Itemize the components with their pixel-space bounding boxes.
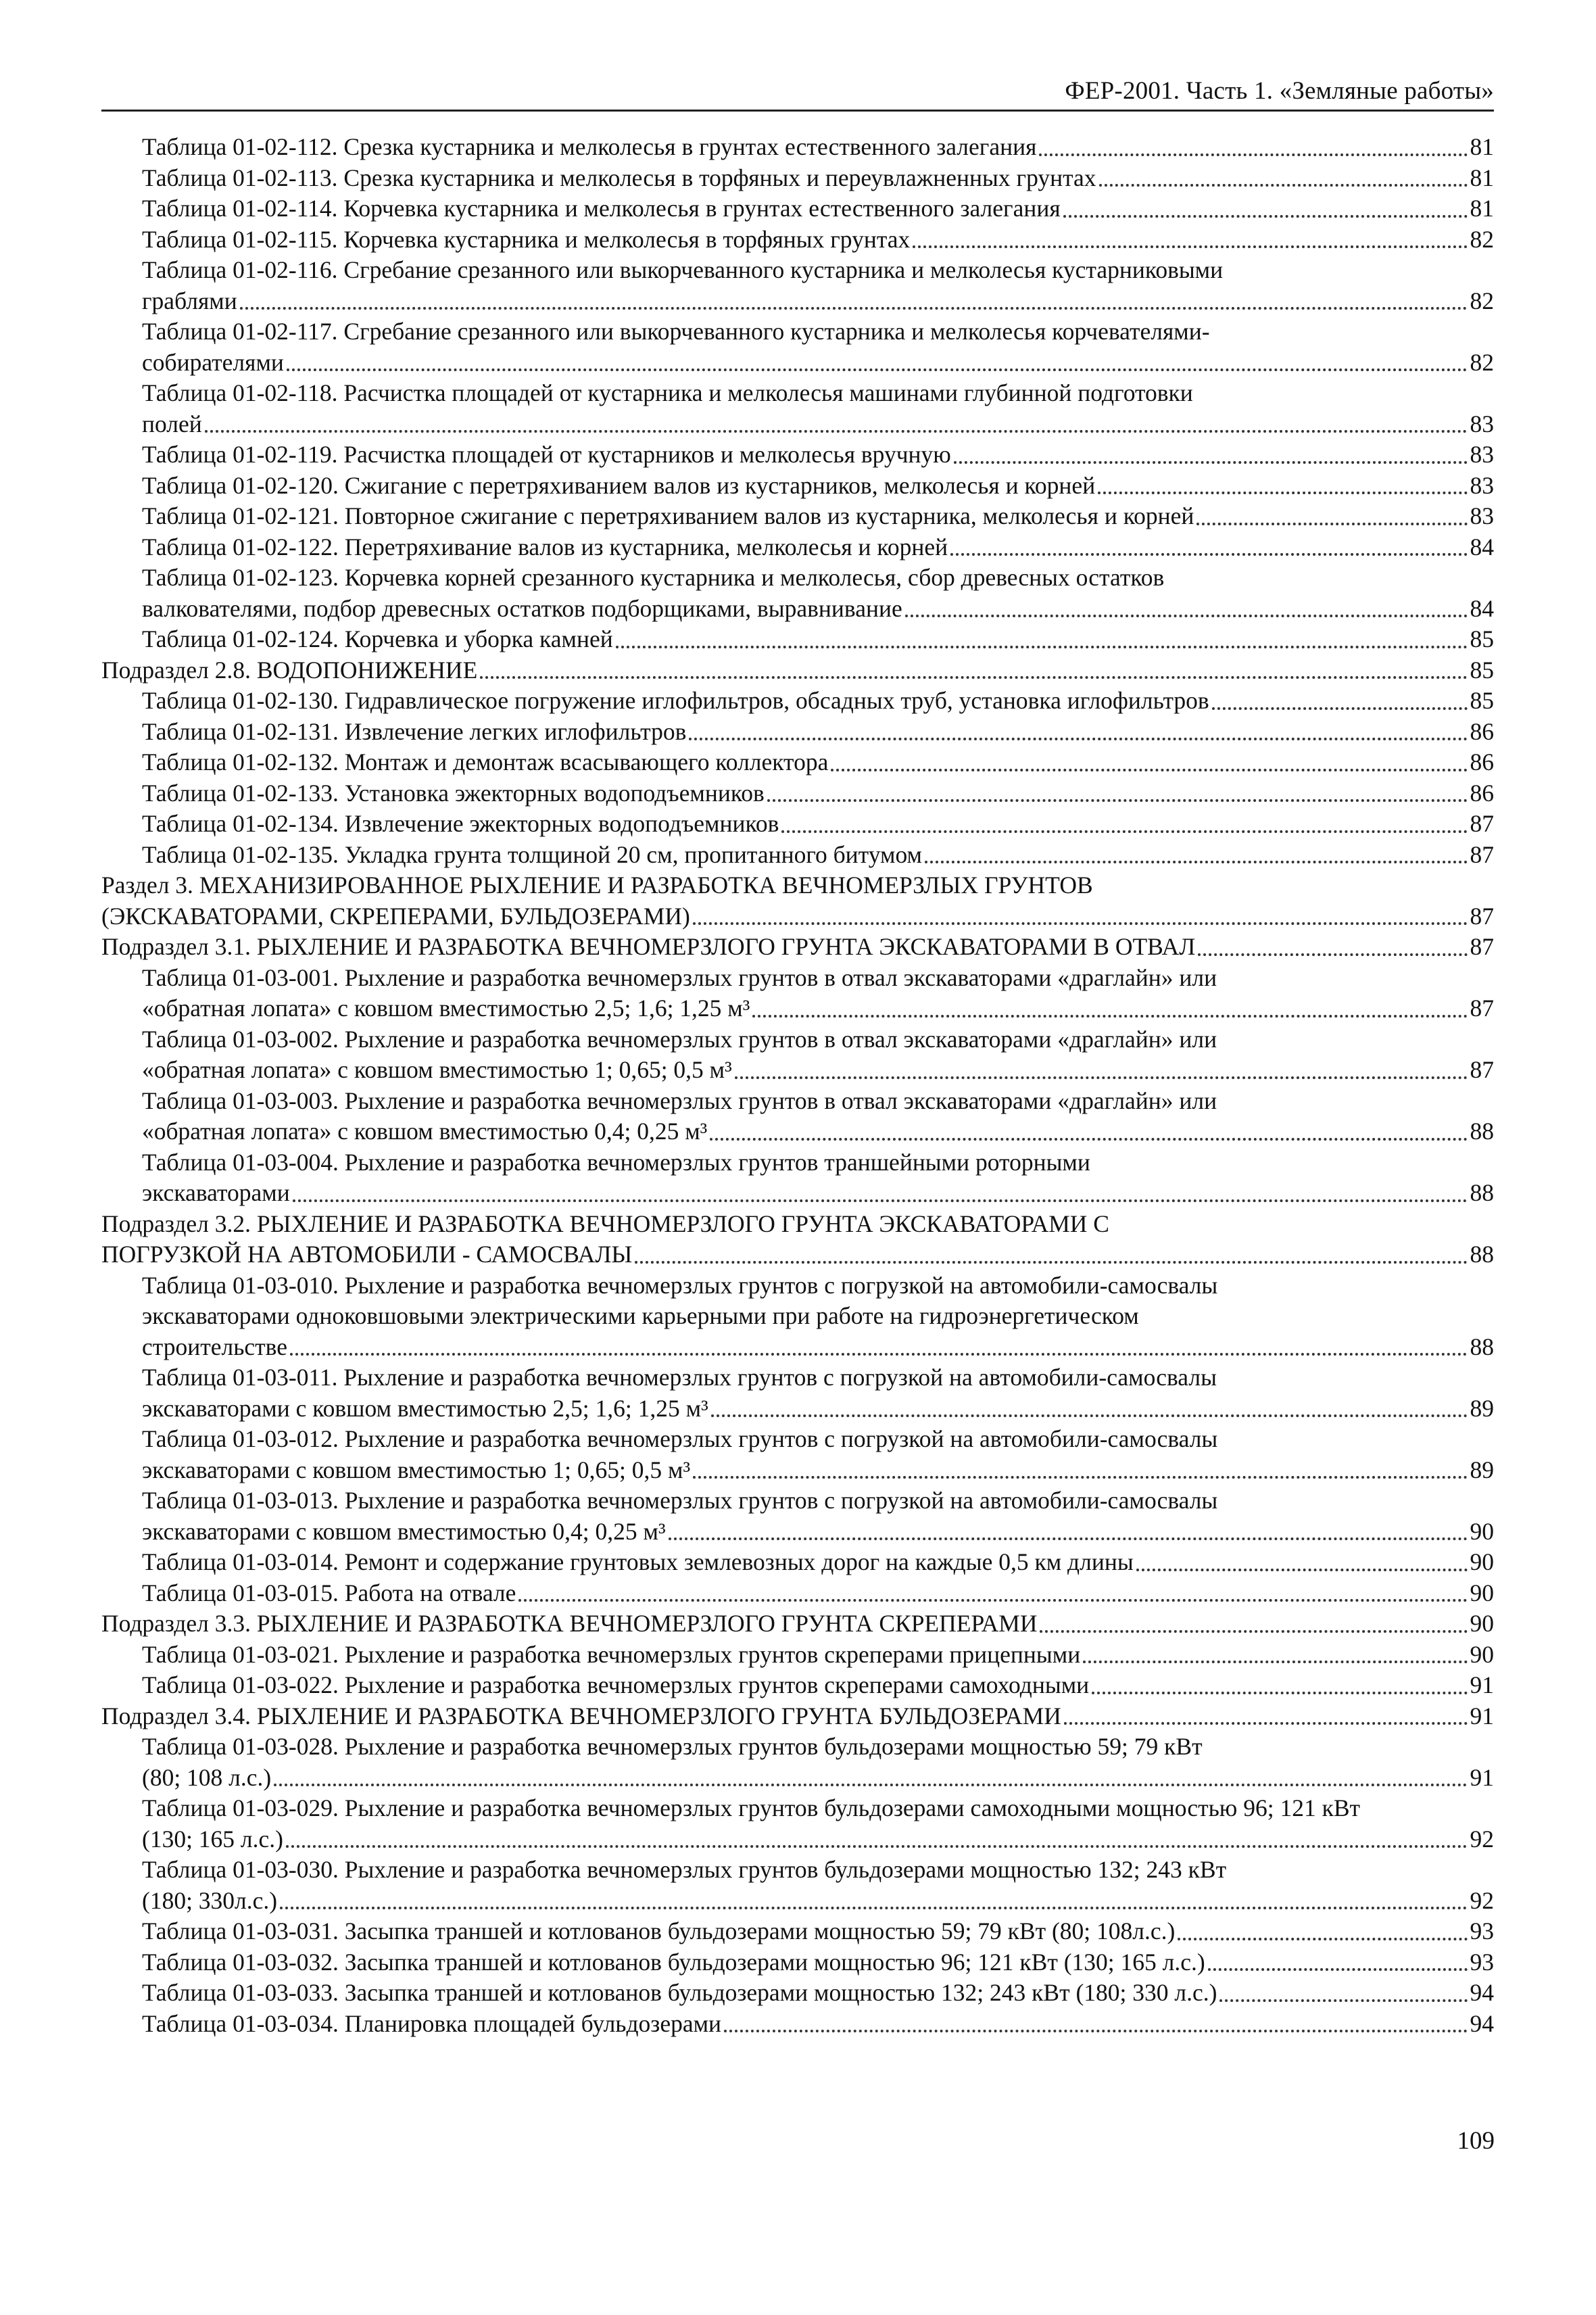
dot-leader [1198,953,1467,956]
toc-entry-text: Таблица 01-02-118. Расчистка площадей от кустарника и мелколесья машинами глубинной подготовки [142,379,1193,406]
toc-entry-text: Таблица 01-03-014. Ремонт и содержание грунтовых землевозных дорог на каждые 0,5 км длины [142,1548,1134,1575]
dot-leader [1219,1999,1467,2002]
toc-entry-text: строительстве [142,1333,287,1360]
toc-entry-text: Таблица 01-03-033. Засыпка траншей и котлованов бульдозерами мощностью 132; 243 кВт (180; 330 л.с.) [142,1979,1217,2006]
toc-entry-text: Таблица 01-03-032. Засыпка траншей и котлованов бульдозерами мощностью 96; 121 кВт (130; 165 л.с.) [142,1948,1205,1976]
toc-page-number: 88 [1470,1179,1494,1206]
toc-page-number: 86 [1470,717,1494,745]
dot-leader [240,307,1468,310]
dot-leader [711,1414,1468,1417]
toc-table-entry[interactable] [101,1947,1494,1978]
toc-page-number: 81 [1470,164,1494,191]
dot-leader [767,799,1468,802]
toc-table-entry[interactable] [101,747,1494,778]
toc-entry-text: валкователями, подбор древесных остатков подборщиками, выравнивание [142,594,902,622]
dot-leader [1064,1722,1468,1725]
toc-entry-text: Таблица 01-02-121. Повторное сжигание с перетряхиванием валов из кустарника, мелколесья и корней [142,502,1194,529]
toc-entry-text: (180; 330л.с.) [142,1886,278,1914]
toc-page-number: 87 [1470,995,1494,1022]
dot-leader [205,430,1468,433]
toc-table-entry[interactable] [101,1024,1494,1086]
toc-table-entry[interactable] [101,1147,1494,1209]
toc-page-number: 88 [1470,1241,1494,1268]
page-number: 109 [1457,2127,1495,2155]
toc-page-number: 87 [1470,1056,1494,1083]
toc-entry-text: Таблица 01-03-002. Рыхление и разработка вечномерзлых грунтов в отвал экскаваторами «драглайн» или [142,1025,1217,1053]
toc-page-number: 85 [1470,625,1494,652]
dot-leader [752,1015,1467,1018]
toc-section-entry[interactable] [101,1701,1494,1732]
toc-entry-text: Таблица 01-03-003. Рыхление и разработка вечномерзлых грунтов в отвал экскаваторами «драглайн» или [142,1087,1217,1114]
toc-entry-text: Таблица 01-02-119. Расчистка площадей от кустарников и мелколесья вручную [142,441,951,468]
dot-leader [925,861,1467,863]
toc-page-number: 86 [1470,748,1494,775]
dot-leader [1136,1569,1468,1571]
toc-page-number: 82 [1470,287,1494,314]
toc-entry-text: «обратная лопата» с ковшом вместимостью 1; 0,65; 0,5 м³ [142,1056,732,1083]
running-header [101,76,1494,112]
dot-leader [287,368,1468,371]
toc-entry-text: «обратная лопата» с ковшом вместимостью 2,5; 1,6; 1,25 м³ [142,995,750,1022]
toc-table-entry[interactable] [101,501,1494,532]
toc-entry-text: Подраздел 3.4. РЫХЛЕНИЕ И РАЗРАБОТКА ВЕЧНОМЕРЗЛОГО ГРУНТА БУЛЬДОЗЕРАМИ [101,1702,1061,1729]
toc-entry-text: экскаваторами с ковшом вместимостью 0,4; 0,25 м³ [142,1517,666,1545]
toc-table-entry[interactable] [101,1578,1494,1609]
toc-table-entry[interactable] [101,316,1494,378]
dot-leader [616,646,1468,648]
toc-section-entry[interactable] [101,655,1494,686]
toc-entry-text: Таблица 01-03-004. Рыхление и разработка вечномерзлых грунтов траншейными роторными [142,1148,1090,1176]
toc-table-entry[interactable] [101,255,1494,316]
toc-entry-text: Таблица 01-03-034. Планировка площадей бульдозерами [142,2009,722,2037]
toc-table-entry[interactable] [101,1732,1494,1793]
toc-table-entry[interactable] [101,963,1494,1024]
toc-entry-text: (ЭКСКАВАТОРАМИ, СКРЕПЕРАМИ, БУЛЬДОЗЕРАМИ) [101,902,690,930]
toc-entry-text: Таблица 01-02-134. Извлечение эжекторных водоподъемников [142,810,779,837]
toc-page-number: 87 [1470,810,1494,837]
toc-table-entry[interactable] [101,378,1494,439]
toc-entry-text: экскаваторами [142,1179,290,1206]
toc-page-number: 93 [1470,1948,1494,1976]
toc-page-number: 88 [1470,1333,1494,1360]
toc-page-number: 90 [1470,1517,1494,1545]
table-of-contents [101,132,1494,2039]
dot-leader [286,1845,1468,1848]
toc-section-entry[interactable] [101,932,1494,963]
toc-page-number: 83 [1470,502,1494,529]
toc-page-number: 85 [1470,687,1494,714]
dot-leader [710,1138,1467,1141]
toc-page-number: 90 [1470,1548,1494,1575]
toc-page-number: 94 [1470,2009,1494,2037]
toc-table-entry[interactable] [101,686,1494,717]
header-title: ФЕР-2001. Часть 1. «Земляные работы» [1065,77,1494,105]
toc-table-entry[interactable] [101,1978,1494,2009]
toc-table-entry[interactable] [101,1270,1494,1363]
toc-entry-text: Таблица 01-02-120. Сжигание с перетряхиванием валов из кустарников, мелколесья и корней [142,471,1096,499]
toc-table-entry[interactable] [101,809,1494,840]
toc-entry-text: экскаваторами одноковшовыми электрическими карьерными при работе на гидроэнергетическом [142,1302,1139,1329]
toc-page-number: 87 [1470,933,1494,960]
toc-table-entry[interactable] [101,840,1494,871]
dot-leader [689,738,1467,740]
toc-table-entry[interactable] [101,1670,1494,1701]
toc-page-number: 90 [1470,1579,1494,1606]
toc-entry-text: Подраздел 3.1. РЫХЛЕНИЕ И РАЗРАБОТКА ВЕЧНОМЕРЗЛОГО ГРУНТА ЭКСКАВАТОРАМИ В ОТВАЛ [101,933,1196,960]
toc-table-entry[interactable] [101,471,1494,502]
toc-entry-text: (80; 108 л.с.) [142,1763,272,1791]
dot-leader [1212,707,1468,710]
toc-table-entry[interactable] [101,132,1494,163]
toc-table-entry[interactable] [101,563,1494,624]
toc-table-entry[interactable] [101,532,1494,563]
toc-entry-text: Таблица 01-03-011. Рыхление и разработка вечномерзлых грунтов с погрузкой на автомобили-самосвалы [142,1364,1217,1391]
toc-page-number: 81 [1470,133,1494,160]
toc-table-entry[interactable] [101,224,1494,256]
toc-section-entry[interactable] [101,870,1494,932]
toc-entry-text: (130; 165 л.с.) [142,1825,283,1853]
toc-entry-text: полей [142,410,202,437]
toc-table-entry[interactable] [101,1547,1494,1578]
toc-entry-text: Таблица 01-03-010. Рыхление и разработка вечномерзлых грунтов с погрузкой на автомобили-самосвалы [142,1271,1218,1299]
toc-entry-text: Подраздел 2.8. ВОДОПОНИЖЕНИЕ [101,656,478,684]
dot-leader [913,245,1467,248]
toc-entry-text: экскаваторами с ковшом вместимостью 1; 0,65; 0,5 м³ [142,1456,691,1483]
dot-leader [274,1784,1467,1786]
toc-entry-text: ПОГРУЗКОЙ НА АВТОМОБИЛИ - САМОСВАЛЫ [101,1241,633,1268]
toc-table-entry[interactable] [101,624,1494,655]
toc-entry-text: Таблица 01-02-135. Укладка грунта толщиной 20 см, пропитанного битумом [142,840,923,868]
dot-leader [518,1599,1467,1602]
dot-leader [950,553,1467,556]
toc-page-number: 94 [1470,1979,1494,2006]
toc-page-number: 87 [1470,902,1494,930]
toc-entry-text: Таблица 01-02-132. Монтаж и демонтаж всасывающего коллектора [142,748,829,775]
toc-section-entry[interactable] [101,1608,1494,1640]
toc-entry-text: Таблица 01-03-029. Рыхление и разработка вечномерзлых грунтов бульдозерами самоходными мощностью 96; 121 кВт [142,1794,1361,1821]
toc-entry-text: Таблица 01-02-114. Корчевка кустарника и мелколесья в грунтах естественного залегания [142,195,1061,222]
dot-leader [669,1537,1468,1540]
dot-leader [1092,1692,1467,1694]
toc-table-entry[interactable] [101,163,1494,194]
toc-page-number: 92 [1470,1825,1494,1853]
dot-leader [1083,1661,1467,1663]
toc-entry-text: Таблица 01-03-013. Рыхление и разработка вечномерзлых грунтов с погрузкой на автомобили-самосвалы [142,1487,1218,1514]
toc-table-entry[interactable] [101,1424,1494,1485]
toc-entry-text: Таблица 01-03-001. Рыхление и разработка вечномерзлых грунтов в отвал экскаваторами «драглайн» или [142,963,1217,991]
toc-table-entry[interactable] [101,1640,1494,1671]
toc-page-number: 83 [1470,441,1494,468]
toc-entry-text: Таблица 01-03-028. Рыхление и разработка вечномерзлых грунтов бульдозерами мощностью 59; 79 кВт [142,1733,1203,1760]
toc-entry-text: собирателями [142,348,284,376]
dot-leader [1178,1938,1467,1940]
dot-leader [724,2030,1467,2032]
toc-entry-text: Таблица 01-03-015. Работа на отвале [142,1579,516,1606]
toc-entry-text: «обратная лопата» с ковшом вместимостью 0,4; 0,25 м³ [142,1118,708,1145]
toc-entry-text: Таблица 01-03-022. Рыхление и разработка вечномерзлых грунтов скреперами самоходными [142,1671,1090,1698]
toc-page-number: 84 [1470,594,1494,622]
toc-table-entry[interactable] [101,439,1494,471]
toc-page-number: 90 [1470,1610,1494,1637]
toc-entry-text: Таблица 01-02-115. Корчевка кустарника и мелколесья в торфяных грунтах [142,225,911,253]
toc-entry-text: экскаваторами с ковшом вместимостью 2,5; 1,6; 1,25 м³ [142,1394,708,1422]
dot-leader [1098,492,1467,494]
toc-entry-text: Таблица 01-02-122. Перетряхивание валов из кустарника, мелколесья и корней [142,533,948,560]
dot-leader [1040,1630,1467,1633]
toc-table-entry[interactable] [101,717,1494,748]
toc-entry-text: Таблица 01-02-117. Сгребание срезанного или выкорчеванного кустарника и мелколесья корчевателями- [142,318,1210,345]
toc-table-entry[interactable] [101,778,1494,809]
dot-leader [954,461,1468,464]
toc-page-number: 91 [1470,1671,1494,1698]
toc-page-number: 81 [1470,195,1494,222]
toc-page-number: 91 [1470,1763,1494,1791]
dot-leader [905,615,1468,617]
toc-page-number: 82 [1470,225,1494,253]
toc-entry-text: Подраздел 3.2. РЫХЛЕНИЕ И РАЗРАБОТКА ВЕЧНОМЕРЗЛОГО ГРУНТА ЭКСКАВАТОРАМИ С [101,1210,1109,1237]
toc-entry-text: Таблица 01-03-012. Рыхление и разработка вечномерзлых грунтов с погрузкой на автомобили-самосвалы [142,1425,1218,1452]
toc-page-number: 88 [1470,1118,1494,1145]
toc-entry-text: Таблица 01-02-133. Установка эжекторных водоподъемников [142,779,765,807]
toc-page-number: 87 [1470,840,1494,868]
toc-entry-text: Таблица 01-02-116. Сгребание срезанного или выкорчеванного кустарника и мелколесья кустарниковыми [142,256,1224,283]
toc-table-entry[interactable] [101,1362,1494,1424]
toc-entry-text: граблями [142,287,237,314]
dot-leader [480,676,1467,679]
toc-entry-text: Таблица 01-02-123. Корчевка корней срезанного кустарника и мелколесья, сбор древесных остатков [142,564,1165,591]
toc-page-number: 89 [1470,1394,1494,1422]
dot-leader [635,1261,1467,1264]
toc-table-entry[interactable] [101,1793,1494,1855]
dot-leader [831,769,1467,771]
toc-table-entry[interactable] [101,2009,1494,2040]
dot-leader [1099,184,1468,187]
toc-entry-text: Таблица 01-02-112. Срезка кустарника и мелколесья в грунтах естественного залегания [142,133,1037,160]
dot-leader [735,1076,1468,1079]
dot-leader [293,1199,1468,1202]
toc-entry-text: Таблица 01-02-124. Корчевка и уборка камней [142,625,613,652]
toc-section-entry[interactable] [101,1209,1494,1270]
toc-entry-text: Таблица 01-03-021. Рыхление и разработка вечномерзлых грунтов скреперами прицепными [142,1640,1081,1668]
toc-table-entry[interactable] [101,1916,1494,1947]
toc-entry-text: Таблица 01-03-031. Засыпка траншей и котлованов бульдозерами мощностью 59; 79 кВт (80; 108л.с.) [142,1917,1176,1944]
toc-table-entry[interactable] [101,1855,1494,1916]
toc-entry-text: Таблица 01-02-131. Извлечение легких иглофильтров [142,717,687,745]
toc-entry-text: Таблица 01-02-113. Срезка кустарника и мелколесья в торфяных и переувлажненных грунтах [142,164,1096,191]
dot-leader [1196,523,1467,525]
toc-page-number: 83 [1470,410,1494,437]
dot-leader [290,1353,1468,1356]
dot-leader [693,922,1468,925]
toc-table-entry[interactable] [101,1086,1494,1147]
toc-page-number: 83 [1470,471,1494,499]
toc-page-number: 91 [1470,1702,1494,1729]
toc-page-number: 93 [1470,1917,1494,1944]
toc-entry-text: Подраздел 3.3. РЫХЛЕНИЕ И РАЗРАБОТКА ВЕЧНОМЕРЗЛОГО ГРУНТА СКРЕПЕРАМИ [101,1610,1038,1637]
toc-table-entry[interactable] [101,1485,1494,1547]
toc-page-number: 85 [1470,656,1494,684]
toc-page-number: 84 [1470,533,1494,560]
toc-entry-text: Таблица 01-02-130. Гидравлическое погружение иглофильтров, обсадных труб, установка иглофильтров [142,687,1209,714]
dot-leader [1208,1968,1468,1971]
toc-page-number: 82 [1470,348,1494,376]
toc-page-number: 89 [1470,1456,1494,1483]
toc-page-number: 86 [1470,779,1494,807]
dot-leader [1063,215,1468,218]
dot-leader [1039,153,1467,156]
dot-leader [693,1476,1467,1479]
toc-page-number: 92 [1470,1886,1494,1914]
dot-leader [280,1907,1467,1909]
toc-entry-text: Раздел 3. МЕХАНИЗИРОВАННОЕ РЫХЛЕНИЕ И РАЗРАБОТКА ВЕЧНОМЕРЗЛЫХ ГРУНТОВ [101,872,1093,899]
toc-page-number: 90 [1470,1640,1494,1668]
toc-entry-text: Таблица 01-03-030. Рыхление и разработка вечномерзлых грунтов бульдозерами мощностью 132; 243 кВт [142,1856,1227,1883]
dot-leader [781,830,1467,833]
toc-table-entry[interactable] [101,193,1494,224]
